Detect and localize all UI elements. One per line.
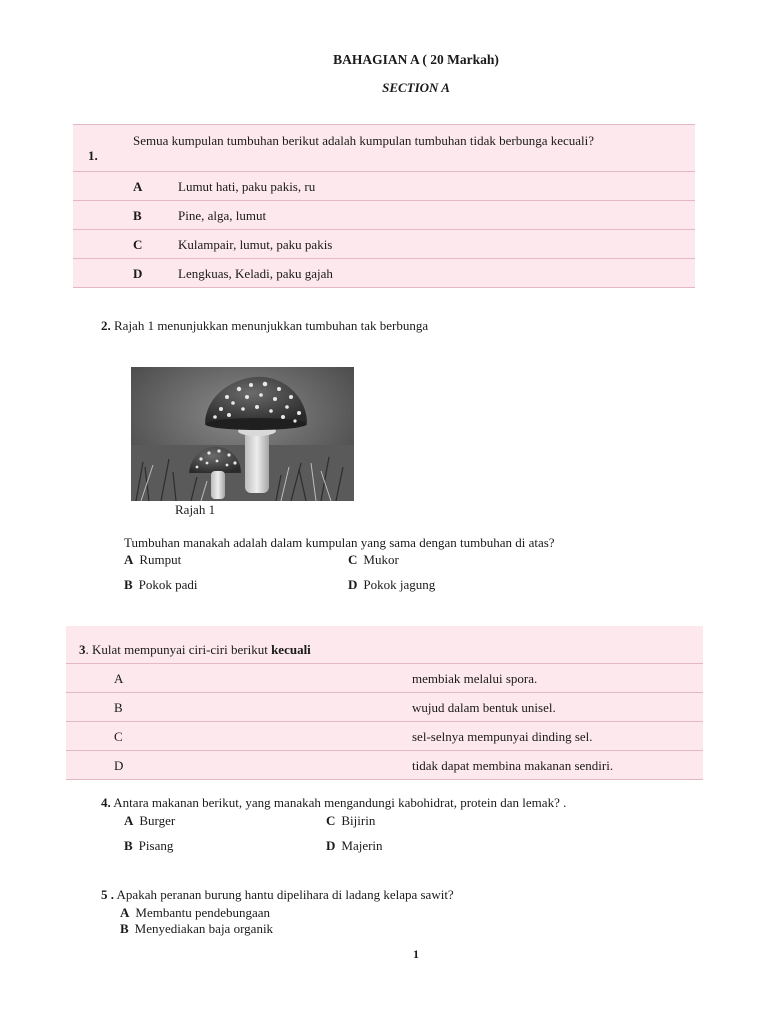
option-text: Pine, alga, lumut: [178, 208, 267, 223]
figure-caption: Rajah 1: [175, 502, 216, 517]
mushroom-photo: [131, 367, 354, 501]
question-1-table: [73, 124, 695, 288]
question-3-stem-emphasis: kecuali: [271, 642, 311, 657]
question-2-stem-line: [101, 318, 428, 334]
option-text: Lumut hati, paku pakis, ru: [178, 179, 316, 194]
option-letter: D: [133, 266, 143, 281]
question-3-option-d: [66, 751, 703, 780]
question-5-option-b: [120, 921, 273, 937]
question-5-number: 5 .: [101, 887, 114, 902]
option-letter: A: [124, 552, 134, 567]
option-letter: A: [124, 813, 134, 828]
question-2-number: 2.: [101, 318, 111, 333]
option-text: Rumput: [139, 552, 182, 567]
option-text: sel-selnya mempunyai dinding sel.: [412, 729, 593, 744]
question-3-table: [66, 626, 703, 780]
question-2-option-b: [124, 577, 198, 593]
question-3-stem: . Kulat mempunyai ciri-ciri berikut: [85, 642, 272, 657]
option-letter: B: [133, 208, 142, 223]
question-5-stem: Apakah peranan burung hantu dipelihara di ladang kelapa sawit?: [116, 887, 454, 902]
option-letter: C: [133, 237, 143, 252]
option-text: tidak dapat membina makanan sendiri.: [412, 758, 614, 773]
option-text: Majerin: [341, 838, 383, 853]
option-letter: C: [326, 813, 336, 828]
option-letter: B: [120, 921, 129, 936]
question-5-stem-line: [101, 887, 454, 903]
option-letter: D: [326, 838, 336, 853]
question-3-header-row: [66, 626, 703, 664]
question-4-option-b: [124, 838, 173, 854]
question-2-option-a: [124, 552, 181, 568]
question-1-number: 1.: [88, 148, 98, 163]
question-3-stem-line: [79, 642, 311, 658]
option-text: Kulampair, lumut, paku pakis: [178, 237, 333, 252]
option-letter: B: [124, 577, 133, 592]
option-text: membiak melalui spora.: [412, 671, 538, 686]
question-4-option-c: [326, 813, 375, 829]
question-1-option-d: [73, 259, 695, 288]
question-4-stem-line: [101, 795, 566, 811]
question-1-option-b: [73, 201, 695, 230]
option-text: Lengkuas, Keladi, paku gajah: [178, 266, 333, 281]
option-text: Bijirin: [341, 813, 376, 828]
section-subtitle: SECTION A: [382, 80, 450, 95]
option-text: Pisang: [138, 838, 174, 853]
question-3-number: 3: [79, 642, 86, 657]
question-2-stem: Rajah 1 menunjukkan menunjukkan tumbuhan tak berbunga: [114, 318, 429, 333]
question-5-option-a: [120, 905, 270, 921]
option-letter: C: [348, 552, 358, 567]
option-text: wujud dalam bentuk unisel.: [412, 700, 556, 715]
question-3-option-c: [66, 722, 703, 751]
question-1-option-c: [73, 230, 695, 259]
question-4-option-d: [326, 838, 383, 854]
option-letter: D: [114, 758, 124, 773]
question-3-option-b: [66, 693, 703, 722]
question-1-stem: Semua kumpulan tumbuhan berikut adalah kumpulan tumbuhan tidak berbunga kecuali?: [133, 133, 595, 148]
question-2-option-c: [348, 552, 399, 568]
question-1-header-row: [73, 124, 695, 172]
option-text: Pokok padi: [138, 577, 198, 592]
option-text: Mukor: [363, 552, 399, 567]
option-text: Membantu pendebungaan: [135, 905, 271, 920]
option-letter: C: [114, 729, 123, 744]
page-number: 1: [413, 947, 419, 961]
question-4-option-a: [124, 813, 175, 829]
question-1-option-a: [73, 172, 695, 201]
question-2-option-d: [348, 577, 435, 593]
section-title: BAHAGIAN A ( 20 Markah): [333, 52, 499, 67]
option-letter: A: [133, 179, 143, 194]
question-4-number: 4.: [101, 795, 111, 810]
option-text: Burger: [139, 813, 176, 828]
question-4-stem: Antara makanan berikut, yang manakah mengandungi kabohidrat, protein dan lemak? .: [113, 795, 567, 810]
option-letter: A: [114, 671, 124, 686]
option-letter: A: [120, 905, 130, 920]
question-3-option-a: [66, 664, 703, 693]
option-text: Menyediakan baja organik: [134, 921, 274, 936]
question-2-question: Tumbuhan manakah adalah dalam kumpulan yang sama dengan tumbuhan di atas?: [124, 535, 555, 550]
option-letter: B: [124, 838, 133, 853]
option-letter: B: [114, 700, 123, 715]
option-letter: D: [348, 577, 358, 592]
option-text: Pokok jagung: [363, 577, 436, 592]
